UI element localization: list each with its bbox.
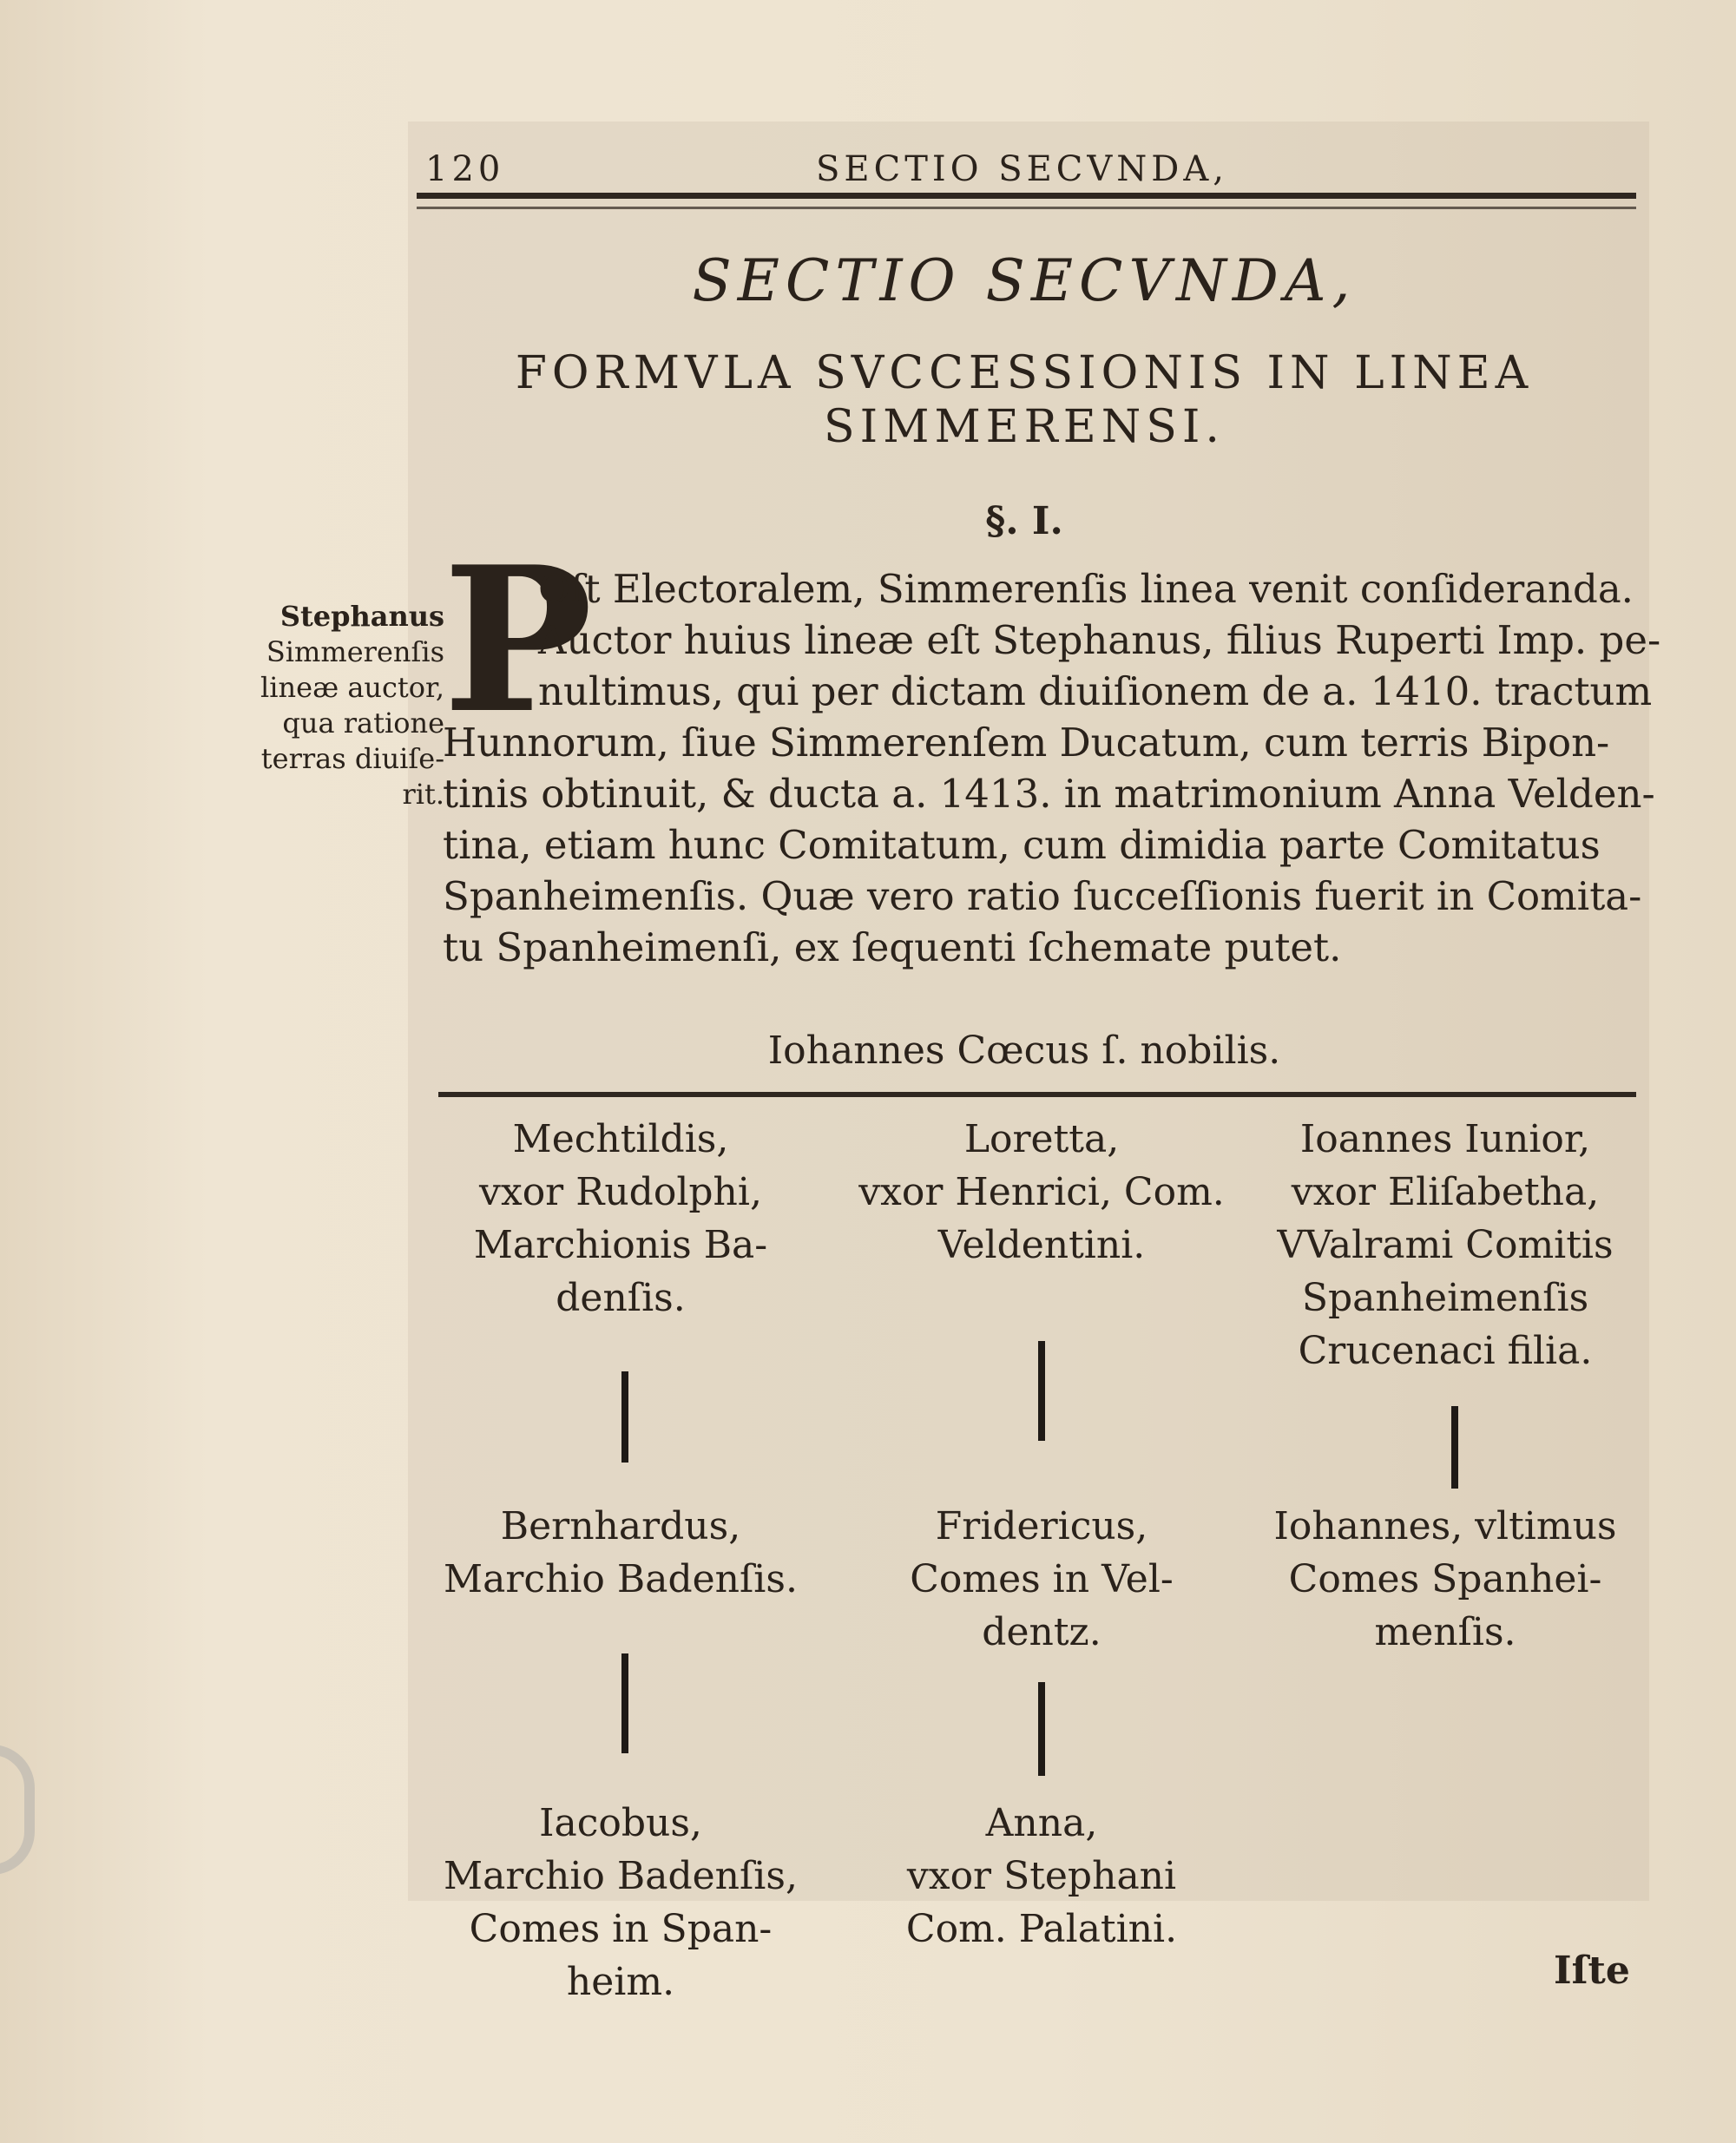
person-line: heim. <box>566 1960 675 2004</box>
drop-cap: P <box>443 523 593 758</box>
body-line: Spanheimenſis. Quæ vero ratio ſucceſſionis fuerit in Comita- <box>443 873 1642 919</box>
person-ioannes-iunior <box>1254 1113 1636 1377</box>
person-line: Comes in Span- <box>469 1907 773 1951</box>
genealogy-root: Iohannes Cœcus ſ. nobilis. <box>767 1029 1281 1073</box>
person-iacobus <box>434 1797 807 2008</box>
person-line: denſis. <box>556 1276 686 1320</box>
person-line: Spanheimenſis <box>1301 1276 1589 1320</box>
descent-line <box>1451 1406 1458 1489</box>
person-line: Iacobus, <box>539 1801 702 1845</box>
person-line: vxor Stephani <box>906 1854 1177 1898</box>
body-line: Oſt Electoralem, Simmerenſis linea venit conſideranda. <box>538 566 1634 612</box>
person-line: Marchio Badenſis. <box>444 1557 798 1601</box>
person-line: Comes Spanhei- <box>1288 1557 1602 1601</box>
marginal-note-line: qua ratione <box>282 707 444 740</box>
person-line: Bernhardus, <box>500 1504 741 1548</box>
paragraph-number: §. I. <box>985 499 1063 543</box>
person-line: Ioannes Iunior, <box>1299 1117 1591 1161</box>
marginal-note-line: Simmerenſis <box>266 635 444 668</box>
body-line: tu Spanheimenſi, ex ſequenti ſchemate putet. <box>443 924 1342 970</box>
section-title: SECTIO SECVNDA, <box>692 247 1357 314</box>
person-anna <box>846 1797 1237 1956</box>
body-line: Auctor huius lineæ eſt Stephanus, filius Ruperti Imp. pe- <box>538 617 1661 663</box>
body-line: nultimus, qui per dictam diuiſionem de a. 1410. tractum <box>538 668 1653 714</box>
body-line: tina, etiam hunc Comitatum, cum dimidia parte Comitatus <box>443 822 1601 868</box>
head-rule-thin <box>417 207 1636 209</box>
person-line: dentz. <box>982 1610 1101 1654</box>
person-mechtildis <box>434 1113 807 1325</box>
marginal-note-line: rit. <box>402 778 444 811</box>
person-line: Mechtildis, <box>512 1117 729 1161</box>
person-line: VValrami Comitis <box>1277 1223 1614 1267</box>
person-line: vxor Henrici, Com. <box>858 1170 1225 1214</box>
descent-line <box>1038 1682 1045 1776</box>
head-rule <box>417 193 1636 199</box>
marginal-note-line: terras diuiſe- <box>260 742 444 775</box>
person-line: Loretta, <box>963 1117 1120 1161</box>
person-iohannes-ultimus <box>1254 1500 1636 1659</box>
body-line: Hunnorum, ſiue Simmerenſem Ducatum, cum terris Bipon- <box>443 720 1610 766</box>
body-line: tinis obtinuit, & ducta a. 1413. in matrimonium Anna Velden- <box>443 771 1655 817</box>
person-loretta <box>846 1113 1237 1272</box>
person-line: Crucenaci filia. <box>1298 1329 1593 1373</box>
descent-line <box>621 1653 628 1753</box>
subtitle-line-1: FORMVLA SVCCESSIONIS IN LINEA <box>515 347 1534 399</box>
subtitle-line-2: SIMMERENSI. <box>824 401 1225 453</box>
person-line: vxor Rudolphi, <box>479 1170 762 1214</box>
person-line: Marchionis Ba- <box>473 1223 768 1267</box>
genealogy-bracket <box>438 1092 1636 1097</box>
person-bernhardus <box>434 1500 807 1606</box>
person-line: Veldentini. <box>937 1223 1146 1267</box>
person-line: menſis. <box>1374 1610 1516 1654</box>
person-line: vxor Eliſabetha, <box>1291 1170 1600 1214</box>
marginal-note-line: lineæ auctor, <box>260 671 444 704</box>
person-line: Comes in Vel- <box>910 1557 1174 1601</box>
catchword: Iſte <box>1554 1949 1630 1993</box>
person-line: Fridericus, <box>935 1504 1148 1548</box>
running-head-title: SECTIO SECVNDA, <box>816 149 1228 189</box>
person-line: Anna, <box>985 1801 1098 1845</box>
descent-line <box>1038 1341 1045 1441</box>
descent-line <box>621 1371 628 1463</box>
person-line: Marchio Badenſis, <box>444 1854 798 1898</box>
person-line: Iohannes, vltimus <box>1273 1504 1617 1548</box>
marginal-note-line: Stephanus <box>279 600 444 633</box>
person-fridericus <box>846 1500 1237 1659</box>
person-line: Com. Palatini. <box>905 1907 1178 1951</box>
marginal-note <box>227 599 444 812</box>
page-number: 120 <box>425 149 505 189</box>
